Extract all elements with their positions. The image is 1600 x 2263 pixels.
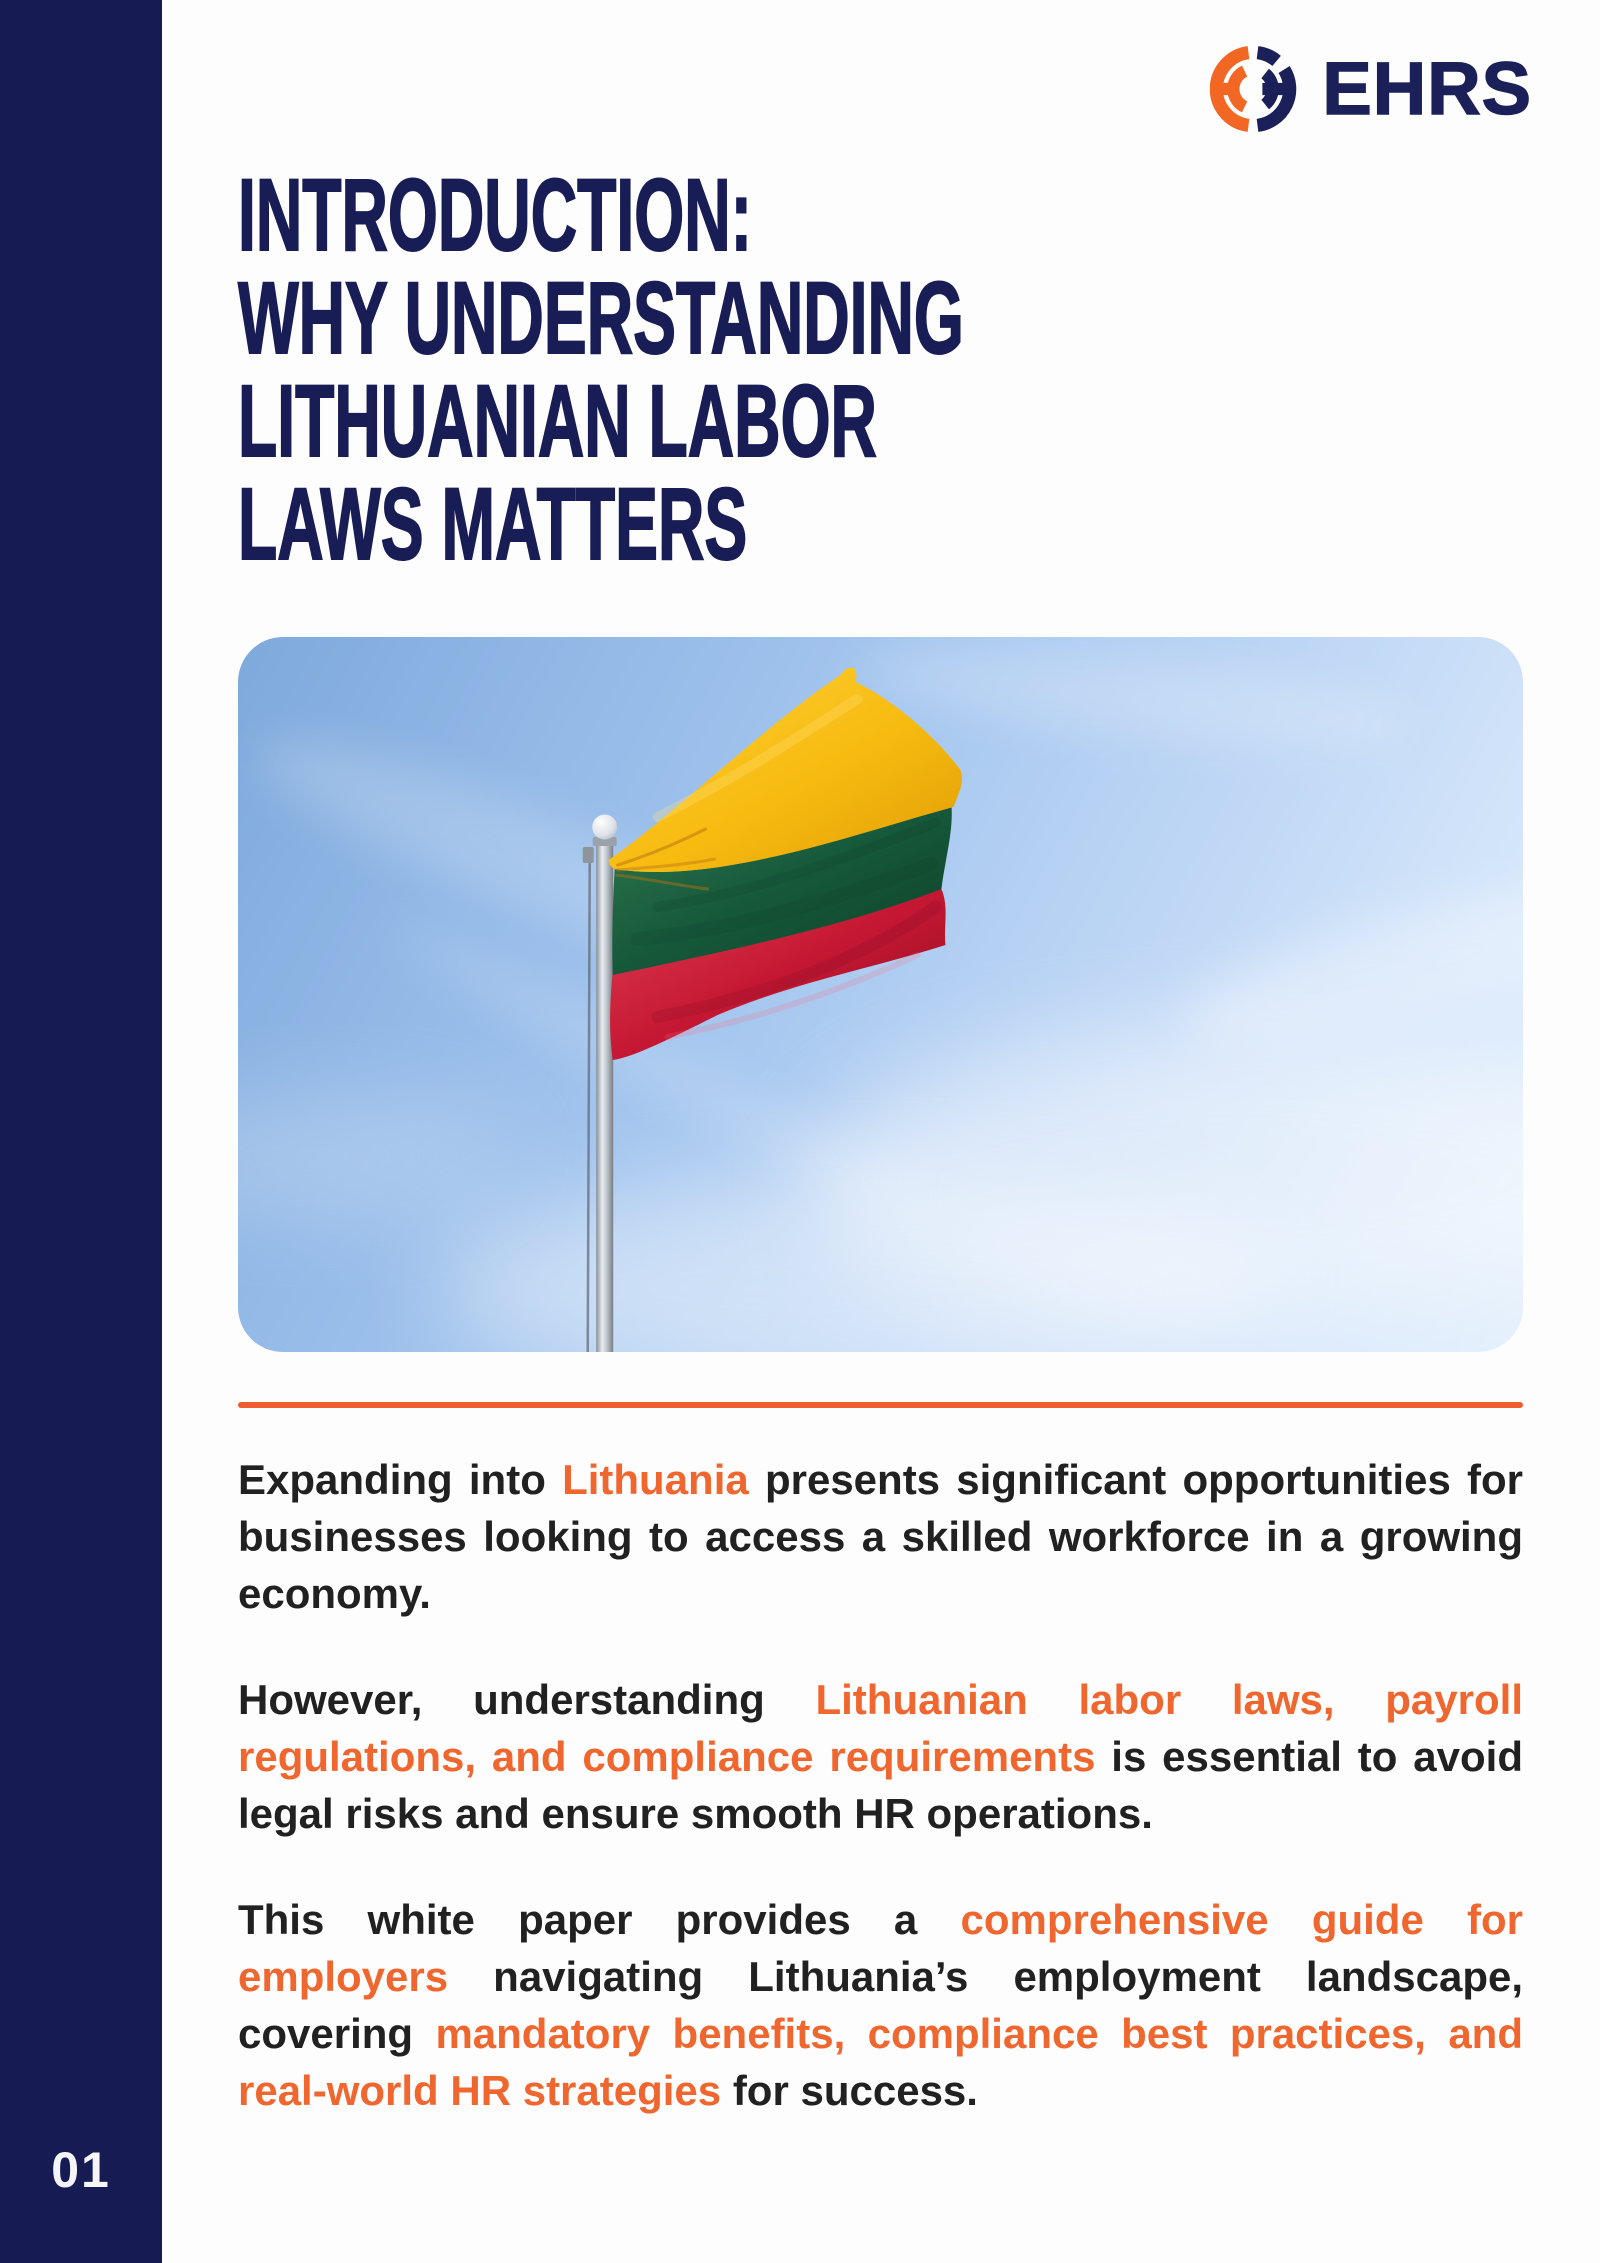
paragraph xyxy=(238,1451,1523,1622)
highlighted-text: comprehensive guide for employers xyxy=(238,1896,1523,2000)
highlighted-text: mandatory benefits, compliance best practices, and real-world HR strategies xyxy=(238,2010,1523,2114)
body-text: navigating Lithuania’s employment landscape, covering xyxy=(238,1953,1523,2057)
flag-photo-illustration xyxy=(238,637,1523,1352)
body-text: for success. xyxy=(721,2067,978,2114)
body-text: presents significant opportunities for businesses looking to access a skilled workforce in a growing economy. xyxy=(238,1456,1523,1617)
ehrs-logo-icon xyxy=(1206,42,1300,136)
title-line-3: LITHUANIAN LABOR xyxy=(238,364,877,478)
body-text: This white paper provides a xyxy=(238,1896,961,1943)
page-title xyxy=(238,158,1120,581)
highlighted-text: Lithuania xyxy=(562,1456,749,1503)
highlighted-text: Lithuanian labor laws, payroll regulations, and compliance requirements xyxy=(238,1676,1523,1780)
section-divider xyxy=(238,1402,1523,1408)
left-navy-band xyxy=(0,0,162,2263)
title-line-1: INTRODUCTION: xyxy=(238,158,753,272)
paragraph xyxy=(238,1891,1523,2119)
ehrs-logo xyxy=(1206,42,1532,136)
paragraph xyxy=(238,1671,1523,1842)
body-text: However, understanding xyxy=(238,1676,816,1723)
title-line-2: WHY UNDERSTANDING xyxy=(238,261,964,375)
page-number: 01 xyxy=(51,2142,111,2198)
lithuanian-flag-photo xyxy=(238,637,1523,1352)
body-text: Expanding into xyxy=(238,1456,563,1503)
title-line-4: LAWS MATTERS xyxy=(238,467,748,581)
ehrs-logo-text: EHRS xyxy=(1322,47,1532,130)
lithuanian-flag xyxy=(609,668,962,1060)
body-text: is essential to avoid legal risks and ensure smooth HR operations. xyxy=(238,1733,1523,1837)
